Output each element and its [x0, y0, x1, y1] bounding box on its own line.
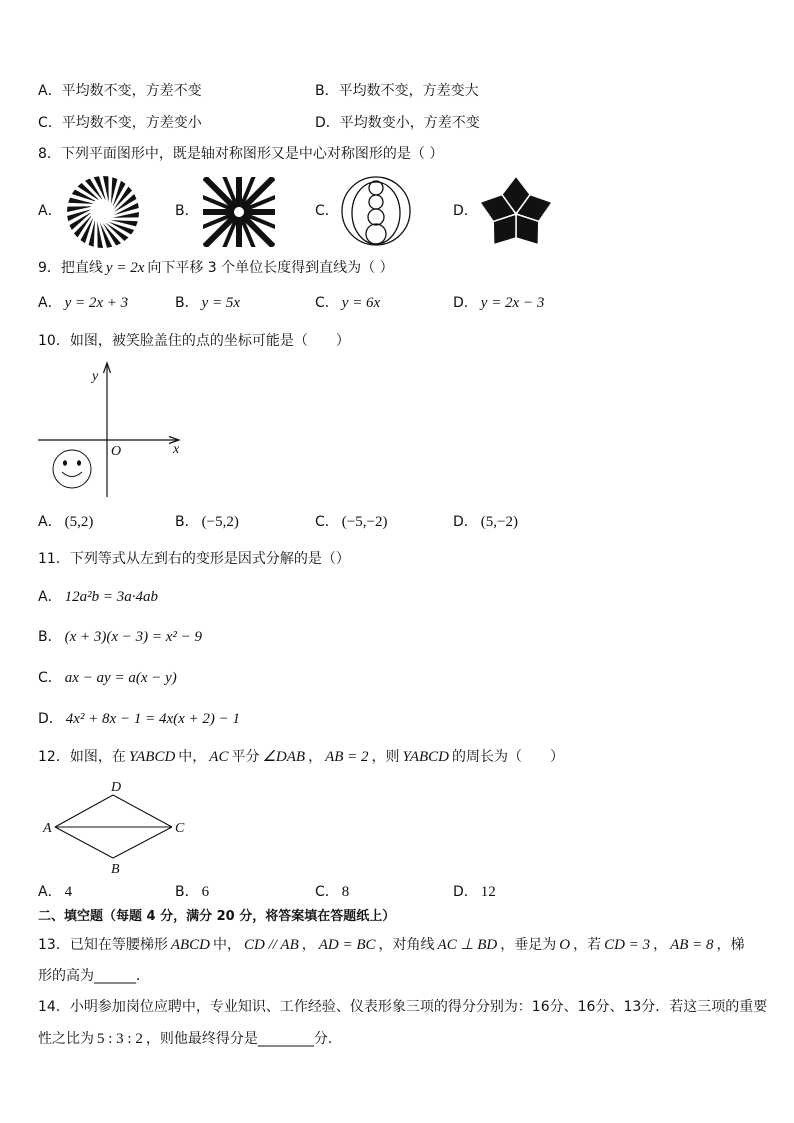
option-label: C．: [38, 115, 62, 131]
stem-math: YABCD: [128, 749, 176, 765]
q14-line-1: 14．小明参加岗位应聘中，专业知识、工作经验、仪表形象三项的得分分别为：16分、16分、13分．若这三项的重要: [38, 999, 768, 1015]
side-cb: [113, 827, 172, 858]
stem-math: CD = 3: [604, 937, 651, 953]
q7-option-c: [38, 113, 202, 133]
q10-option-c: [315, 512, 390, 532]
q10-option-d: [453, 512, 521, 532]
stem-math: YABCD: [402, 749, 449, 765]
option-math: ax − ay = a(x − y): [64, 670, 177, 686]
stem-text: 中，: [178, 749, 207, 765]
option-math: y = 6x: [341, 295, 381, 311]
stem-math: ABCD: [170, 937, 210, 953]
chain-circle: [369, 195, 383, 209]
vertex-label-c: C: [175, 821, 185, 836]
q8-option-c-label: C．: [315, 203, 339, 219]
stem-text: ，梯: [716, 937, 745, 953]
q8-option-a-label: A．: [38, 203, 62, 219]
option-math: (5,2): [64, 514, 94, 530]
option-text: 平均数不变，方差不变: [61, 83, 202, 99]
q14-line-2: [38, 1029, 342, 1049]
q7-option-d: [315, 113, 480, 133]
stem-text: 9．把直线: [38, 260, 103, 276]
inner-ellipse: [352, 182, 400, 244]
q11-option-b: [38, 627, 205, 647]
q9-option-b: [175, 293, 243, 313]
q12-option-b: [175, 882, 212, 902]
option-label: A．: [38, 884, 62, 900]
q9-option-c: [315, 293, 383, 313]
q13-line-2: [38, 966, 150, 986]
q7-option-a: [38, 81, 202, 101]
q12-option-c: [315, 882, 352, 902]
stem-text: 向下平移 3 个单位长度得到直线为（ ）: [147, 260, 394, 276]
option-math: y = 5x: [201, 295, 241, 311]
option-text: 平均数不变，方差变大: [338, 83, 479, 99]
q9-option-d: [453, 293, 547, 313]
stem-math: ∠DAB: [262, 749, 306, 765]
option-math: (−5,2): [201, 514, 239, 530]
chain-circle: [369, 181, 383, 195]
origin-label: O: [111, 444, 122, 459]
option-label: A．: [38, 514, 62, 530]
q11-option-a: [38, 587, 161, 607]
snowflake-icon: [202, 176, 276, 248]
q11-stem: 11．下列等式从左到右的变形是因式分解的是（）: [38, 551, 350, 567]
nested-circles-icon: [340, 174, 412, 248]
coordinate-axes-figure: [30, 356, 190, 500]
chain-circle: [368, 209, 384, 225]
stem-text: 13．已知在等腰梯形: [38, 937, 168, 953]
option-label: D．: [38, 711, 63, 727]
sunburst-ray: [68, 198, 95, 204]
stem-math: y = 2x: [105, 260, 145, 276]
sunburst-ray: [111, 220, 138, 226]
sunburst-ray: [103, 176, 109, 203]
vertex-label-d: D: [111, 780, 122, 795]
option-math: 4x² + 8x − 1 = 4x(x + 2) − 1: [65, 711, 241, 727]
option-value: 8: [341, 884, 350, 900]
smiley-face-icon: [53, 450, 91, 488]
option-label: C．: [315, 884, 339, 900]
q9-option-a: [38, 293, 131, 313]
q12-option-a: [38, 882, 75, 902]
stem-math: CD // AB: [244, 937, 299, 953]
x-axis-label: x: [173, 442, 180, 457]
stem-text: ，垂足为: [500, 937, 557, 953]
option-label: D．: [453, 295, 478, 311]
option-text: 平均数不变，方差变小: [61, 115, 202, 131]
q11-option-d: [38, 709, 243, 729]
option-value: 12: [480, 884, 496, 900]
stem-math: AB = 8: [670, 937, 714, 953]
option-label: C．: [315, 295, 339, 311]
side-ba: [55, 827, 113, 858]
q12-option-d: [453, 882, 499, 902]
option-label: B．: [175, 295, 199, 311]
option-label: B．: [175, 884, 199, 900]
stem-text: 分．: [313, 1031, 342, 1047]
option-label: D．: [315, 115, 340, 131]
option-label: B．: [315, 83, 339, 99]
sunburst-ray: [67, 206, 94, 212]
side-ad: [55, 795, 113, 827]
option-math: (−5,−2): [341, 514, 388, 530]
option-math: 12a²b = 3a·4ab: [64, 589, 158, 605]
option-label: A．: [38, 295, 62, 311]
stem-math: AC: [209, 749, 229, 765]
stem-text: ，对角线: [378, 937, 435, 953]
option-math: y = 2x + 3: [64, 295, 129, 311]
option-label: A．: [38, 83, 62, 99]
rhombus-figure: [36, 776, 196, 876]
side-dc: [113, 795, 172, 827]
stem-math: AD = BC: [318, 937, 376, 953]
sunburst-ray: [97, 221, 103, 248]
option-value: 6: [201, 884, 210, 900]
vertex-label-a: A: [43, 821, 52, 836]
q10-option-a: [38, 512, 96, 532]
vertex-label-b: B: [111, 862, 120, 877]
q10-stem: 10．如图，被笑脸盖住的点的坐标可能是（ ）: [38, 333, 350, 349]
q10-option-b: [175, 512, 242, 532]
pentagon-petals-icon: [478, 172, 554, 250]
option-label: A．: [38, 589, 62, 605]
option-math: (x + 3)(x − 3) = x² − 9: [64, 629, 203, 645]
stem-math: 5 : 3 : 2: [97, 1031, 143, 1047]
stem-text: ，: [308, 749, 323, 765]
option-label: D．: [453, 884, 478, 900]
q11-option-c: [38, 668, 180, 688]
stem-text: 12．如图，在: [38, 749, 126, 765]
q7-option-b: [315, 81, 479, 101]
answer-blank: ______: [94, 968, 136, 984]
snowflake-center: [235, 208, 243, 216]
q8-option-d-label: D．: [453, 203, 478, 219]
stem-text: ，: [653, 937, 668, 953]
sunburst-ray: [89, 220, 95, 247]
stem-text: 中，: [213, 937, 241, 953]
sunburst-center: [90, 199, 114, 223]
stem-text: 形的高为: [38, 968, 94, 984]
stem-math: O: [559, 937, 571, 953]
option-label: C．: [315, 514, 339, 530]
option-label: D．: [453, 514, 478, 530]
section-title: 二、填空题（每题 4 分，满分 20 分，将答案填在答题纸上）: [38, 909, 396, 924]
stem-text: ．: [136, 968, 150, 984]
chain-circle: [366, 224, 386, 244]
stem-text: 平分: [231, 749, 260, 765]
option-label: C．: [38, 670, 62, 686]
stem-text: 性之比为: [38, 1031, 94, 1047]
option-math: y = 2x − 3: [480, 295, 545, 311]
option-label: B．: [175, 514, 199, 530]
stem-text: ，则: [371, 749, 400, 765]
option-label: B．: [38, 629, 62, 645]
sunburst-ray: [111, 177, 117, 204]
q8-option-b-label: B．: [175, 203, 199, 219]
stem-math: AB = 2: [325, 749, 369, 765]
stem-text: ，若: [573, 937, 602, 953]
sunburst-ray: [112, 212, 139, 218]
stem-text: ，则他最终得分是: [145, 1031, 258, 1047]
option-value: 4: [64, 884, 73, 900]
stem-math: AC ⊥ BD: [437, 937, 498, 953]
y-axis-label: y: [92, 369, 99, 384]
stem-text: 的周长为（ ）: [452, 749, 564, 765]
q13-line-1: [38, 935, 745, 955]
option-math: (5,−2): [480, 514, 518, 530]
q8-stem: 8．下列平面图形中，既是轴对称图形又是中心对称图形的是（ ）: [38, 146, 444, 162]
q9-stem: [38, 258, 394, 278]
q12-stem: [38, 747, 564, 767]
stem-text: ，: [301, 937, 316, 953]
option-text: 平均数变小，方差不变: [339, 115, 480, 131]
answer-blank: ________: [257, 1031, 314, 1047]
sunburst-icon: [66, 174, 142, 250]
